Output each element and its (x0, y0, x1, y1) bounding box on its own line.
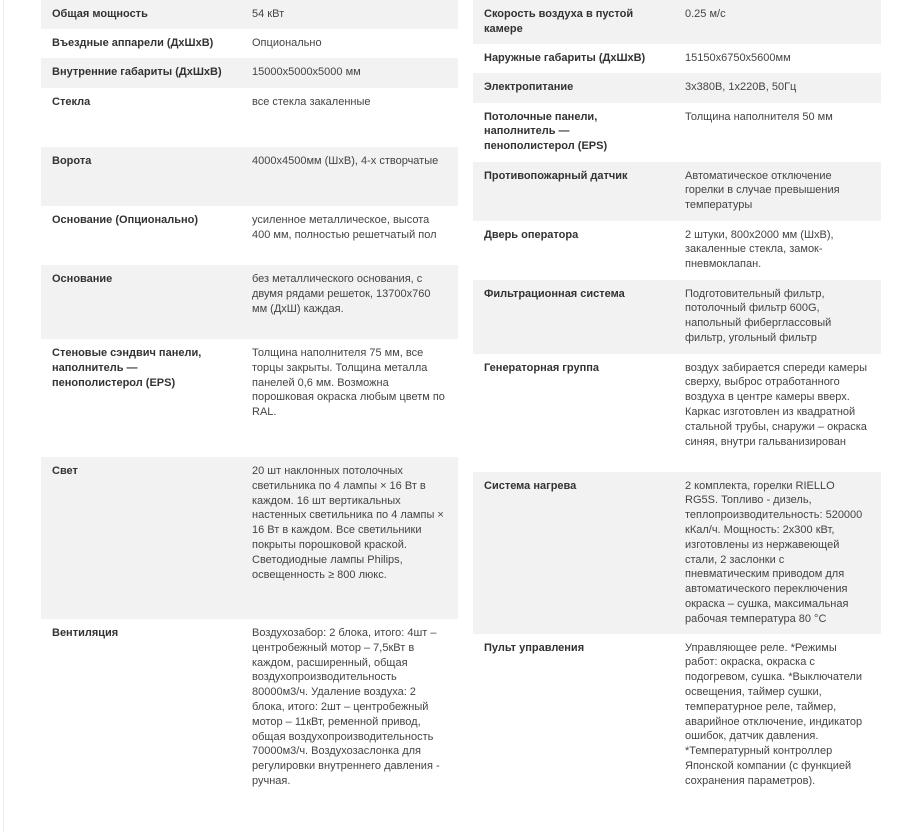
spec-row (41, 58, 458, 88)
spec-name: Свет (41, 457, 241, 619)
spec-name: Генераторная группа (484, 361, 599, 374)
spec-value: 0.25 м/с (674, 0, 881, 44)
spec-value: Опционально (252, 37, 322, 49)
spec-name: Потолочные панели, наполнитель — пенополистерол (EPS) (484, 110, 608, 153)
spec-value: Толщина наполнителя 50 мм (685, 110, 833, 123)
spec-value: воздух забирается спереди камеры сверху, выброс отработанного воздуха в центре камеры вверх. Каркас изготовлен из квадратной стальной трубы, снаружи – окраска синяя, внутри гальванизирован (685, 361, 868, 448)
spec-name: Скорость воздуха в пустой камере (473, 0, 674, 44)
spec-value: 4000х4500мм (ШхВ), 4-х створчатые (241, 147, 458, 206)
spec-value: 15150х6750х5600мм (685, 51, 791, 64)
spec-value: Толщина наполнителя 75 мм, все торцы закрыты. Толщина металла панелей 0,6 мм. Возможна порошковая окраска любым цветм по RAL. (252, 347, 445, 419)
spec-row (473, 634, 881, 826)
spec-value: усиленное металлическое, высота 400 мм, полностью решетчатый пол (252, 214, 437, 241)
spec-value: Управляющее реле. *Режимы работ: окраска, окраска с подогревом, сушка. *Выключатели освещения, таймер сушки, температурное реле, таймер, аварийное отключение, индикатор ошибок, датчик давления. *Температурный контроллер Японской компании (с функцией сохранения параметров). (685, 641, 863, 787)
spec-name: Фильтрационная система (473, 280, 674, 354)
spec-row (41, 147, 458, 206)
spec-name: Пульт управления (484, 641, 585, 654)
spec-value: Воздухозабор: 2 блока, итого: 4шт – центробежный мотор – 7,5кВт в каждом, расширенный, общая воздухопроизводительность 80000м3/ч. Удаление воздуха: 2 блока, итого: 2шт – центробежный мотор – 11кВт, ременной привод, общая воздухопроизводительность 70000м3/ч. Воздухозаслонка для регулировки внутреннего давления - ручная. (252, 627, 440, 787)
spec-row (473, 221, 881, 280)
specs-table-right (473, 0, 881, 826)
spec-row (41, 88, 458, 147)
spec-name: Основание (Опционально) (52, 214, 198, 226)
spec-row (41, 265, 458, 339)
spec-value: без металлического основания, с двумя рядами решеток, 13700х760 мм (ДхШ) каждая. (241, 265, 458, 339)
spec-name: Въездные аппарели (ДхШхВ) (52, 37, 214, 49)
spec-row (41, 457, 458, 619)
spec-name: Стекла (52, 96, 91, 108)
spec-row (473, 0, 881, 44)
spec-row (41, 206, 458, 265)
spec-name: Стеновые сэндвич панели, наполнитель — пенополистерол (EPS) (52, 347, 202, 389)
spec-value: 54 кВт (241, 0, 458, 29)
spec-row (41, 29, 458, 58)
specs-table-left (41, 0, 458, 811)
spec-row (41, 339, 458, 457)
spec-value: 2 штуки, 800х2000 мм (ШхВ), закаленные стекла, замок-пневмоклапан. (685, 228, 834, 271)
spec-name: Противопожарный датчик (473, 162, 674, 221)
spec-value: 15000х5000х5000 мм (241, 58, 458, 88)
spec-name: Внутренние габариты (ДхШхВ) (41, 58, 241, 88)
spec-value: все стекла закаленные (252, 96, 371, 108)
spec-row (473, 162, 881, 221)
spec-name: Основание (41, 265, 241, 339)
spec-row (473, 103, 881, 162)
spec-name: Общая мощность (41, 0, 241, 29)
spec-value: 3х380В, 1х220В, 50Гц (674, 73, 881, 103)
spec-row (473, 44, 881, 73)
spec-name: Система нагрева (473, 472, 674, 634)
spec-row (41, 0, 458, 29)
spec-value: 20 шт наклонных потолочных светильника по 4 лампы × 16 Вт в каждом. 16 шт вертикальных настенных светильника по 4 лампы × 16 Вт в каждом. Все светильники покрыты порошковой краской. Светодиодные лампы Philips, освещенность ≥ 800 люкс. (241, 457, 458, 619)
spec-name: Электропитание (473, 73, 674, 103)
spec-row (41, 619, 458, 811)
spec-name: Дверь оператора (484, 228, 579, 241)
spec-name: Наружные габариты (ДхШхВ) (484, 51, 646, 64)
spec-row (473, 73, 881, 103)
spec-row (473, 280, 881, 354)
spec-value: Автоматическое отключение горелки в случае превышения температуры (674, 162, 881, 221)
spec-row (473, 354, 881, 472)
spec-name: Вентиляция (52, 627, 119, 639)
page-edge-line (3, 0, 4, 832)
spec-row (473, 472, 881, 634)
spec-value: Подготовительный фильтр, потолочный фильтр 600G, напольный фибергласcовый фильтр, угольный фильтр (674, 280, 881, 354)
spec-value: 2 комплекта, горелки RIELLO RG5S. Топливо - дизель, теплопроизводительность: 520000 кКал/ч. Мощность: 2х300 кВт, изготовлены из нержавеющей стали, 2 заслонки с пневматическим приводом для автоматического переключения окраска – сушка, максимальная рабочая температура 80 °С (674, 472, 881, 634)
spec-name: Ворота (41, 147, 241, 206)
